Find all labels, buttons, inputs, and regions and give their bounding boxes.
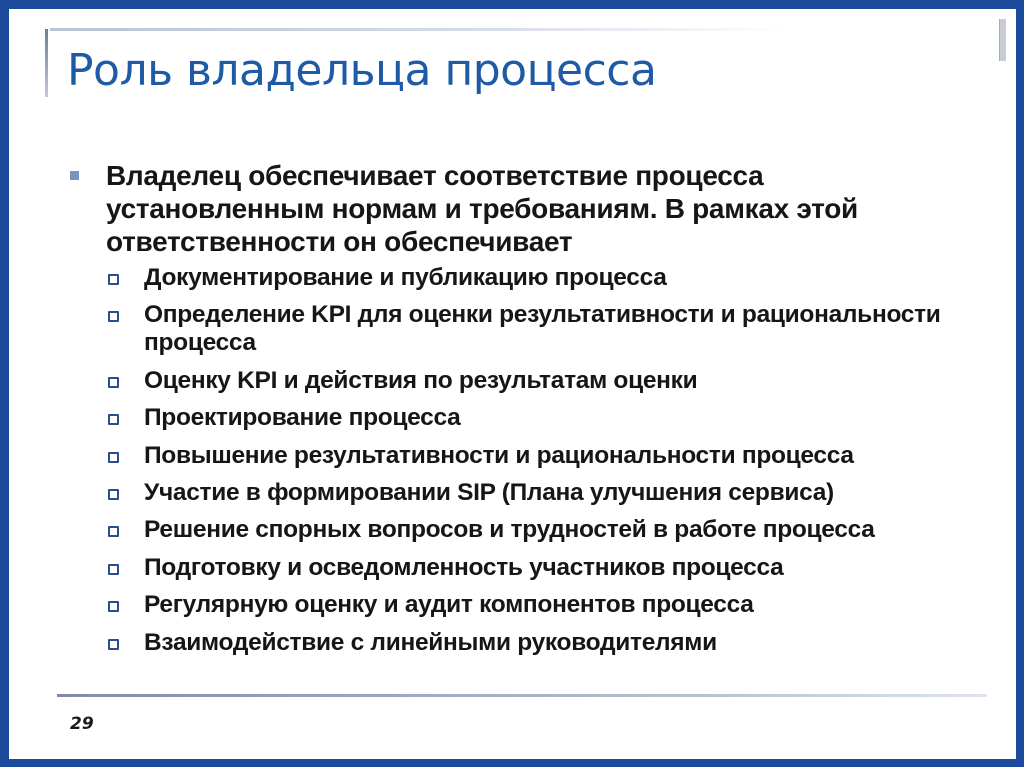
page-number: 29 <box>70 714 94 734</box>
sub-bullet-item <box>144 367 969 395</box>
square-bullet-icon <box>70 171 79 180</box>
slide-content <box>69 159 969 666</box>
sub-bullet-text: Повышение результативности и рациональности процесса <box>144 441 854 469</box>
sub-bullet-text: Решение спорных вопросов и трудностей в работе процесса <box>144 516 875 544</box>
sub-bullet-text: Оценку KPI и действия по результатам оценки <box>144 366 698 394</box>
slide-title: Роль владельца процесса <box>67 45 657 96</box>
top-accent-line <box>50 28 790 31</box>
main-bullet-item <box>69 159 969 258</box>
sub-bullet-text: Определение KPI для оценки результативности и рациональности процесса <box>144 301 941 357</box>
hollow-square-bullet-icon <box>108 601 119 612</box>
sub-bullet-text: Подготовку и осведомленность участников процесса <box>144 553 784 581</box>
main-bullet-text: Владелец обеспечивает соответствие процесса установленным нормам и требованиям. В рамках этой ответственности он обеспечивает <box>106 160 858 257</box>
hollow-square-bullet-icon <box>108 526 119 537</box>
sub-bullet-item <box>144 629 969 657</box>
hollow-square-bullet-icon <box>108 639 119 650</box>
sub-bullet-item <box>144 264 969 292</box>
hollow-square-bullet-icon <box>108 377 119 388</box>
hollow-square-bullet-icon <box>108 414 119 425</box>
sub-bullet-item <box>144 442 969 470</box>
sub-bullet-item <box>144 554 969 582</box>
footer-divider <box>57 694 987 697</box>
sub-bullet-item <box>144 404 969 432</box>
scrollbar-thumb[interactable] <box>999 19 1006 61</box>
sub-bullet-text: Проектирование процесса <box>144 404 461 432</box>
hollow-square-bullet-icon <box>108 311 119 322</box>
sub-bullet-text: Документирование и публикацию процесса <box>144 264 667 291</box>
sub-bullet-item <box>144 591 969 619</box>
sub-bullet-item <box>144 516 969 544</box>
sub-bullet-text: Участие в формировании SIP (Плана улучшения сервиса) <box>144 478 834 506</box>
hollow-square-bullet-icon <box>108 489 119 500</box>
sub-bullet-text: Регулярную оценку и аудит компонентов процесса <box>144 591 754 619</box>
sub-bullet-list <box>69 264 969 657</box>
sub-bullet-text: Взаимодействие с линейными руководителями <box>144 628 717 656</box>
hollow-square-bullet-icon <box>108 452 119 463</box>
hollow-square-bullet-icon <box>108 274 119 285</box>
hollow-square-bullet-icon <box>108 564 119 575</box>
sub-bullet-item <box>144 479 969 507</box>
left-accent-line <box>45 29 48 97</box>
sub-bullet-item <box>144 301 969 357</box>
